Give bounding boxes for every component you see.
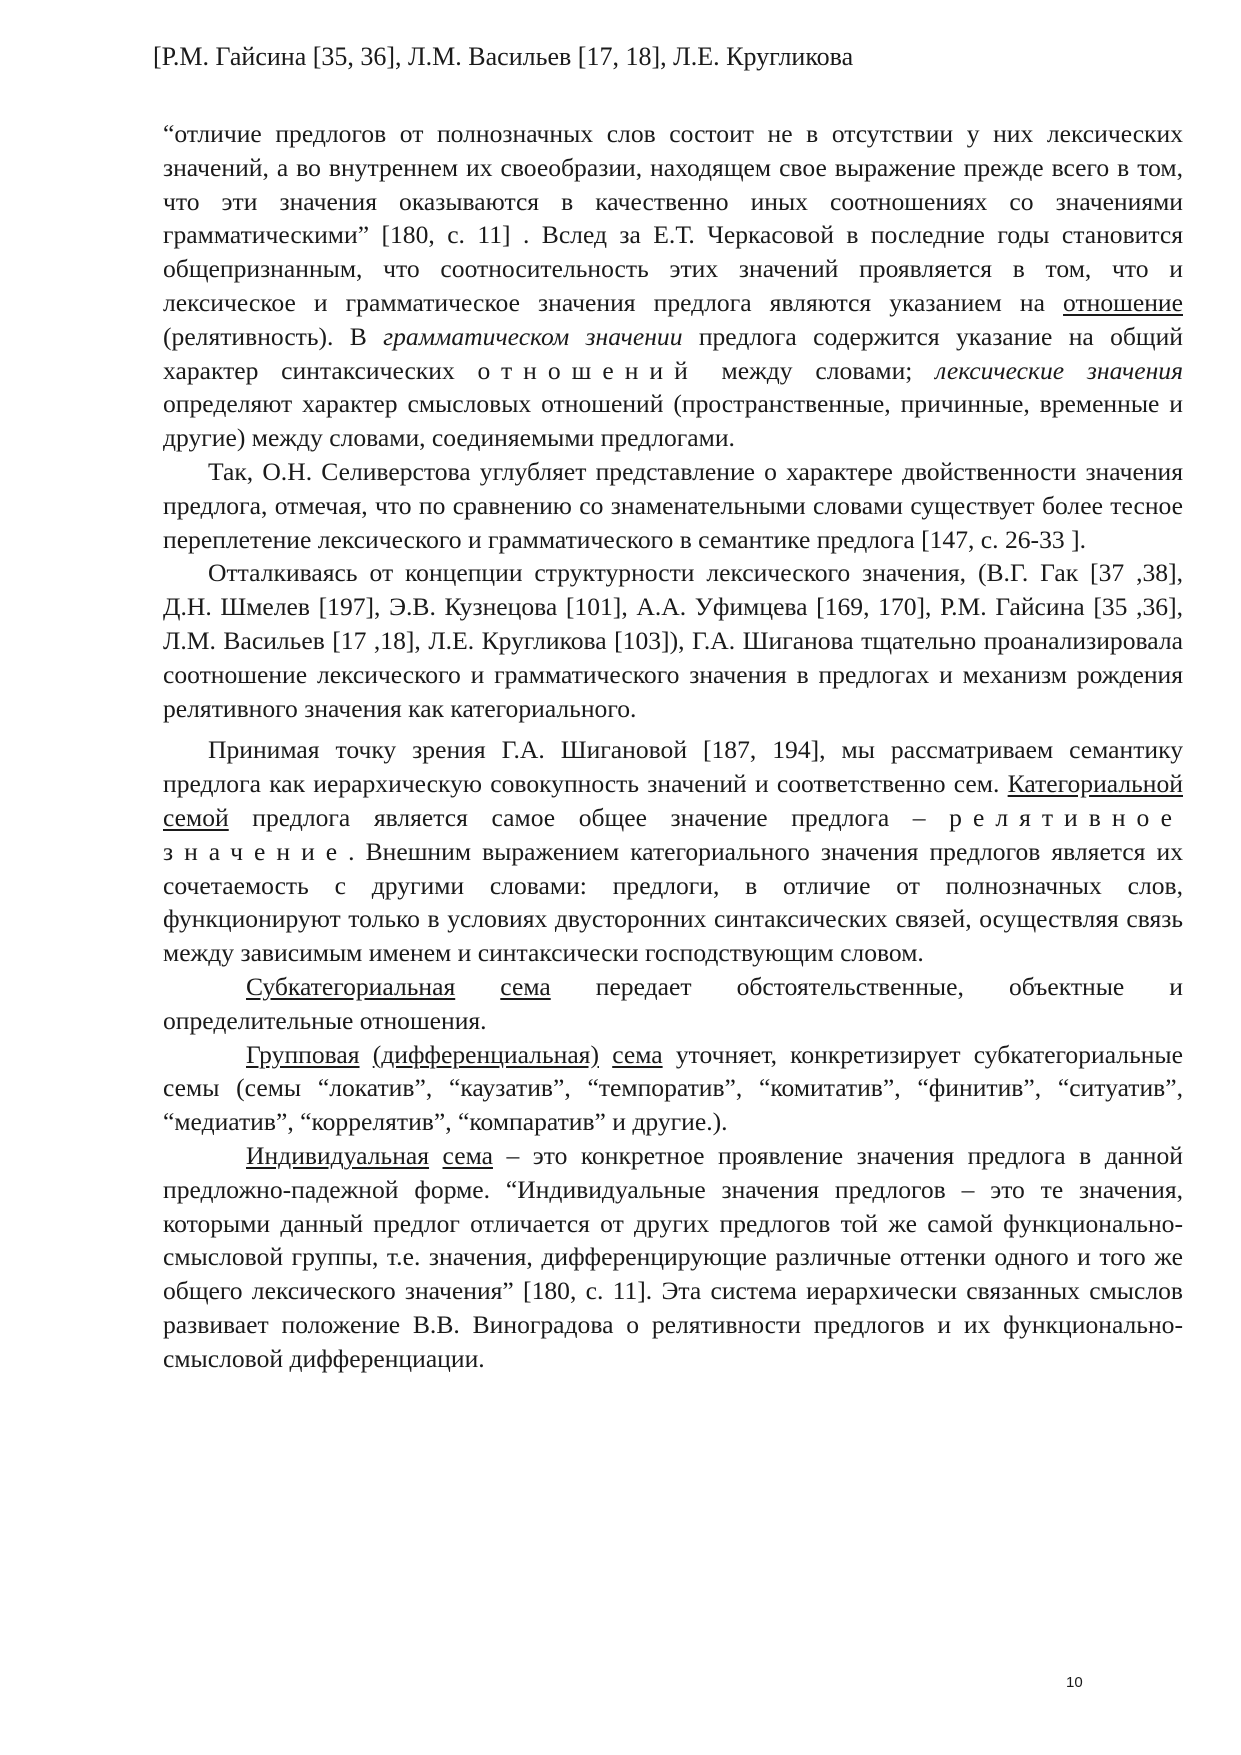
underlined-term: сема [500, 971, 551, 1001]
text-span [360, 1040, 373, 1069]
text-span: – это конкретное проявление значения предлога в данной предложно-падежной форме. “Индивидуальные значения предлогов – это те значения, которыми данный предлог отличается от других предлогов той же самой функционально-смысловой группы, т.е. значения, дифференцирующие различные оттенки одного и того же общего лексического значения” [180, с. 11]. Эта система иерархически связанных смыслов развивает положение В.В. Виноградова о релятивности предлогов и их функционально-смысловой дифференциации. [163, 1140, 1183, 1373]
underlined-term: семой [163, 802, 229, 832]
paragraph-1 [163, 117, 1183, 455]
underlined-term: (дифференциальная) [372, 1039, 599, 1069]
page-number: 10 [1066, 1674, 1083, 1691]
spaced-term: отношений [477, 355, 699, 385]
text-span: . Внешним выражением категориального значения предлогов является их сочетаемость с другими словами: предлоги, в отличие от полнозначных слов, функционируют только в условиях двусторонних синтаксических связей, осуществляя связь между зависимым именем и синтаксически господствующим словом. [163, 836, 1183, 968]
italic-term: лексические значения [935, 355, 1183, 385]
text-span: определяют характер смысловых отношений (пространственные, причинные, временные и другие) между словами, соединяемыми предлогами. [163, 389, 1183, 453]
paragraph-5 [163, 970, 1183, 1038]
body-text [163, 117, 1183, 1375]
spaced-term: релятивное [949, 802, 1183, 832]
underlined-term: Групповая [246, 1039, 360, 1069]
italic-term: грамматическом значении [383, 321, 683, 351]
text-span: предлога содержится указание на общий характер синтаксических [163, 321, 1184, 385]
text-span [455, 972, 500, 1001]
text-span: уточняет, конкретизирует субкатегориальные семы (семы “локатив”, “каузатив”, “темпоратив”, “комитатив”, “финитив”, “ситуатив”, “медиатив”, “коррелятив”, “компаратив” и другие.). [163, 1039, 1183, 1137]
paragraph-6 [163, 1038, 1183, 1139]
underlined-term: отношение [1063, 287, 1183, 317]
text-span: “отличие предлогов от полнозначных слов состоит не в отсутствии у них лексических значений, а во внутреннем их своеобразии, находящем свое выражение прежде всего в том, что эти значения оказываются в качественно иных соотношениях со значениями грамматическими” [180, с. 11] . Вслед за Е.Т. Черкасовой в последние годы становится общепризнанным, что соотносительность этих значений проявляется в том, что и лексическое и грамматическое значения предлога являются указанием на [163, 119, 1183, 317]
paragraph-2: Так, О.Н. Селиверстова углубляет представление о характере двойственности значения предлога, отмечая, что по сравнению со знаменательными словами существует более тесное переплетение лексического и грамматического в семантике предлога [147, с. 26-33 ]. [163, 456, 1183, 554]
underlined-term: сема [612, 1039, 663, 1069]
paragraph-3: Отталкиваясь от концепции структурности лексического значения, (В.Г. Гак [37 ,38], Д.Н. Шмелев [197], Э.В. Кузнецова [101], А.А. Уфимцева [169, 170], Р.М. Гайсина [35 ,36], Л.М. Васильев [17 ,18], Л.Е. Кругликова [103]), Г.А. Шиганова тщательно проанализировала соотношение лексического и грамматического значения в предлогах и механизм рождения релятивного значения как категориального. [163, 558, 1183, 723]
paragraph-7 [163, 1139, 1183, 1376]
page-header-line: [Р.М. Гайсина [35, 36], Л.М. Васильев [17, 18], Л.Е. Кругликова [153, 42, 854, 71]
text-span [599, 1040, 612, 1069]
underlined-term: сема [442, 1140, 493, 1170]
paragraph-4 [163, 733, 1183, 970]
text-span: предлога является самое общее значение предлога – [228, 802, 950, 832]
underlined-term: Категориальной [1007, 769, 1183, 799]
text-span: между словами; [698, 355, 936, 385]
underlined-term: Индивидуальная [246, 1140, 430, 1170]
spaced-term: значение [163, 836, 349, 866]
text-span: передает обстоятельственные, объектные и определительные отношения. [163, 971, 1183, 1035]
text-span: Принимая точку зрения Г.А. Шигановой [187, 194], мы рассматриваем семантику предлога как иерархическую совокупность значений и соответственно сем. [163, 735, 1183, 799]
text-span [429, 1141, 443, 1170]
text-span: (релятивность). В [163, 321, 384, 351]
underlined-term: Субкатегориальная [246, 971, 456, 1001]
